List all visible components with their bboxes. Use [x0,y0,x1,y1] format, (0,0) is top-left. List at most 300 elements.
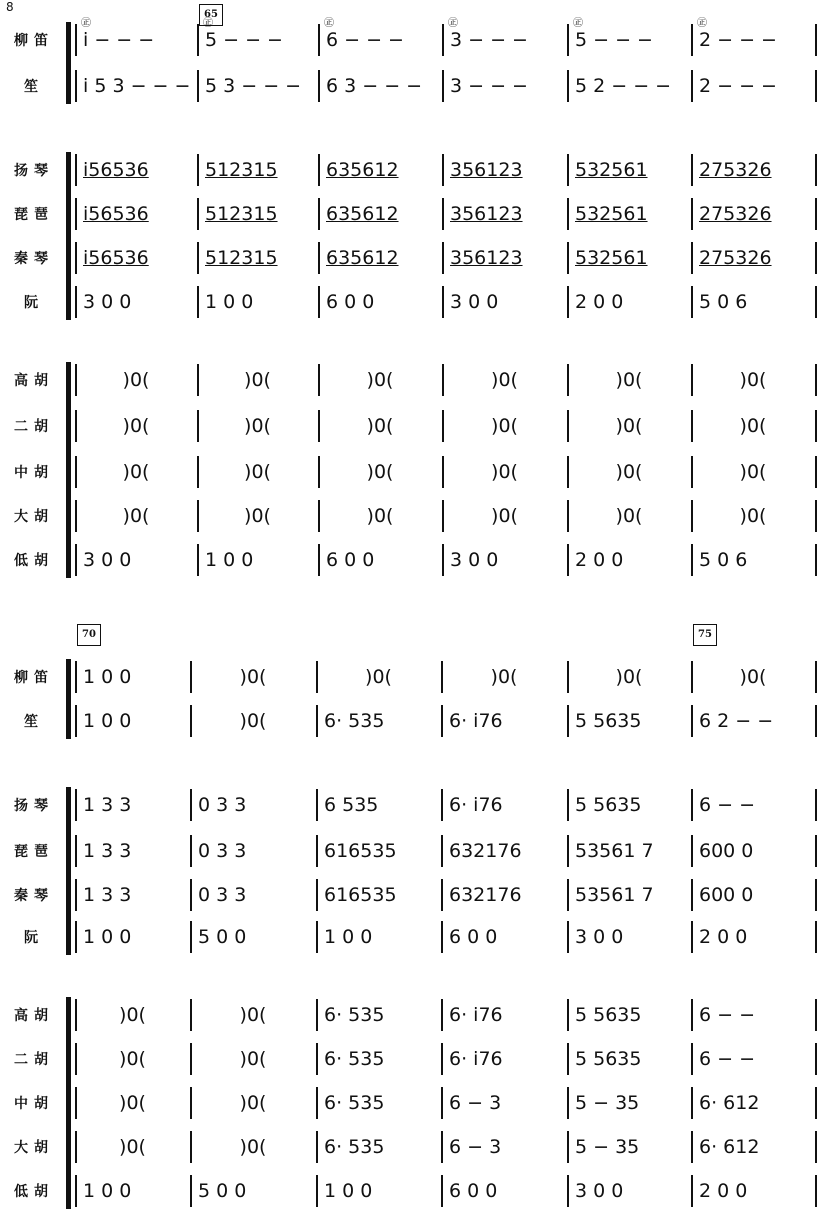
barline [190,661,192,693]
measure-notes: 6 − − [699,1048,756,1070]
measure [316,1125,441,1169]
barline [441,1131,443,1163]
measure-notes: 6 535 [324,794,379,816]
measure-notes: )0( [615,369,643,391]
measure-notes: )0( [491,505,518,527]
measure [316,993,441,1037]
barline [567,198,569,230]
measure [318,236,442,280]
measure [442,236,567,280]
measure-notes: 3 0 0 [450,291,499,313]
measure [567,192,691,236]
measure-notes: 1 0 0 [205,291,254,313]
barline [197,410,199,442]
barline [316,921,318,953]
measure [75,538,197,582]
barline [75,835,77,867]
barline [75,286,77,318]
measure [75,358,197,402]
measure-notes: )0( [739,666,767,688]
barline [442,500,444,532]
instrument-row [0,450,835,494]
measure [567,1169,691,1213]
measure [318,148,442,192]
measure-notes: )0( [119,1048,146,1070]
measure [197,64,318,108]
barline [815,879,817,911]
barline [691,242,693,274]
measure [318,192,442,236]
rehearsal-mark: 75 [693,624,717,646]
measure-notes: 1 0 0 [83,710,132,732]
barline [75,921,77,953]
barline [691,1043,693,1075]
measure [567,404,691,448]
measure-notes: 6· 612 [699,1136,760,1158]
measure-notes: )0( [491,369,518,391]
measure [441,1169,567,1213]
measure-notes: 532561 [575,159,648,181]
measure-notes: 356123 [450,247,523,269]
barline [691,921,693,953]
measure [318,538,442,582]
measure [567,358,691,402]
barline [815,544,817,576]
instrument-row [0,783,835,827]
instrument-label: 琵琶 [14,207,54,223]
measure [442,192,567,236]
barline [75,1175,77,1207]
barline [75,198,77,230]
measure [441,993,567,1037]
measure-notes: 3 0 0 [450,549,499,571]
instrument-label: 二胡 [14,419,54,435]
measure [197,148,318,192]
measure [197,192,318,236]
barline [316,1043,318,1075]
measure [318,494,442,538]
barline [318,364,320,396]
measure-notes: )0( [739,461,767,483]
measure [567,538,691,582]
measure [190,655,316,699]
measure [441,1125,567,1169]
measure-notes: 53561 7 [575,884,654,906]
barline [190,1131,192,1163]
measure-notes: 6 0 0 [326,549,375,571]
barline [197,500,199,532]
barline [318,286,320,318]
measure-notes: i56536 [83,159,149,181]
measure-notes: )0( [490,666,518,688]
measure [691,1037,815,1081]
barline [691,364,693,396]
measure-notes: 5 5635 [575,710,642,732]
barline [197,154,199,186]
measure [316,1037,441,1081]
measure-notes: 1 3 3 [83,840,132,862]
instrument-label: 中胡 [14,1096,54,1112]
barline [316,789,318,821]
measure-notes: )0( [239,1092,267,1114]
barline [815,999,817,1031]
ornament-mark: ㊣ [324,18,334,29]
measure-notes: )0( [122,461,150,483]
measure [75,280,197,324]
measure [75,1169,190,1213]
measure-notes: )0( [244,369,271,391]
ornament-mark: ㊣ [697,18,707,29]
measure [441,655,567,699]
ornament-mark: ㊣ [203,18,213,29]
measure [197,358,318,402]
measure [197,494,318,538]
barline [190,999,192,1031]
measure-notes: 5 0 0 [198,926,247,948]
barline [567,286,569,318]
measure-notes: )0( [239,1048,267,1070]
measure-notes: )0( [366,505,394,527]
barline [567,456,569,488]
instrument-row [0,993,835,1037]
measure-notes: 275326 [699,203,772,225]
measure-notes: 3 0 0 [83,291,132,313]
barline [75,456,77,488]
barline [441,1043,443,1075]
barline [316,999,318,1031]
measure [190,1037,316,1081]
measure [442,18,567,62]
instrument-label: 大胡 [14,1140,54,1156]
measure-notes: 532561 [575,203,648,225]
instrument-row [0,538,835,582]
instrument-label: 笙 [24,79,44,95]
instrument-row [0,236,835,280]
measure-notes: )0( [739,369,767,391]
measure [691,829,815,873]
measure-notes: 632176 [449,840,522,862]
measure [318,64,442,108]
instrument-row [0,280,835,324]
barline [75,500,77,532]
measure [441,783,567,827]
instrument-row [0,494,835,538]
measure [567,655,691,699]
barline [190,879,192,911]
measure-notes: 1 3 3 [83,794,132,816]
barline [567,661,569,693]
barline [567,879,569,911]
measure [190,699,316,743]
measure [190,829,316,873]
measure-notes: 2 0 0 [575,291,624,313]
measure-notes: )0( [119,1004,146,1026]
barline [567,242,569,274]
instrument-row [0,1081,835,1125]
measure [75,829,190,873]
measure-notes: )0( [366,461,394,483]
instrument-row [0,1037,835,1081]
barline [318,70,320,102]
barline [197,286,199,318]
instrument-label: 秦琴 [14,888,54,904]
measure [691,1081,815,1125]
barline [316,1131,318,1163]
instrument-row [0,915,835,959]
measure-notes: 5 0 6 [699,549,748,571]
barline [691,999,693,1031]
instrument-row [0,1169,835,1213]
instrument-row [0,404,835,448]
measure-notes: 6· 535 [324,1004,385,1026]
measure [318,404,442,448]
instrument-row [0,829,835,873]
measure [567,450,691,494]
measure-notes: 2 0 0 [699,926,748,948]
barline [197,544,199,576]
measure-notes: 6 − − [699,794,756,816]
barline [567,544,569,576]
barline [318,24,320,56]
barline [442,286,444,318]
barline [691,789,693,821]
measure [567,280,691,324]
barline [815,410,817,442]
measure-notes: 5 − − − [575,29,653,51]
barline [567,364,569,396]
measure [318,18,442,62]
measure-notes: 6· i76 [449,1048,503,1070]
barline [691,879,693,911]
measure [691,404,815,448]
barline [691,410,693,442]
instrument-label: 阮 [24,295,44,311]
instrument-label: 秦琴 [14,251,54,267]
barline [815,456,817,488]
measure-notes: 2 0 0 [699,1180,748,1202]
measure-notes: 5 5635 [575,1004,642,1026]
measure-notes: 2 − − − [699,75,777,97]
measure [318,358,442,402]
barline [567,70,569,102]
measure [691,538,815,582]
measure-notes: i − − − [83,29,155,51]
measure [316,873,441,917]
measure [316,1169,441,1213]
measure-notes: )0( [615,666,643,688]
instrument-row [0,873,835,917]
barline [691,500,693,532]
measure [75,64,197,108]
measure [567,1125,691,1169]
measure [691,148,815,192]
barline [441,835,443,867]
barline [691,154,693,186]
measure-notes: )0( [239,666,267,688]
instrument-label: 琵琶 [14,844,54,860]
measure [75,450,197,494]
barline [441,999,443,1031]
measure [567,236,691,280]
instrument-row [0,358,835,402]
barline [197,198,199,230]
barline [197,456,199,488]
measure-notes: 512315 [205,247,278,269]
barline [75,24,77,56]
barline [567,1175,569,1207]
measure-notes: )0( [366,415,394,437]
barline [815,24,817,56]
measure [197,404,318,448]
barline [815,198,817,230]
barline [75,410,77,442]
measure-notes: 6· i76 [449,1004,503,1026]
measure [691,64,815,108]
barline [567,1087,569,1119]
barline [316,879,318,911]
measure-notes: 6 2 − − [699,710,774,732]
barline [75,1131,77,1163]
barline [441,661,443,693]
measure-notes: 275326 [699,159,772,181]
barline [318,456,320,488]
measure-notes: 3 0 0 [575,926,624,948]
barline [197,24,199,56]
measure-notes: 6 − − [699,1004,756,1026]
measure [567,1081,691,1125]
measure [75,1125,190,1169]
barline [815,1043,817,1075]
measure-notes: 616535 [324,840,397,862]
measure-notes: 1 0 0 [83,926,132,948]
measure [442,494,567,538]
barline [815,1175,817,1207]
measure-notes: 6· 535 [324,1136,385,1158]
measure-notes: 6· 535 [324,1048,385,1070]
measure-notes: )0( [615,461,643,483]
measure-notes: )0( [491,415,518,437]
measure-notes: 1 0 0 [205,549,254,571]
measure [567,18,691,62]
measure-notes: 6 − 3 [449,1136,502,1158]
barline [318,410,320,442]
barline [442,544,444,576]
measure [75,783,190,827]
measure-notes: i56536 [83,247,149,269]
measure-notes: )0( [122,505,150,527]
measure [442,358,567,402]
measure [442,538,567,582]
measure [567,1037,691,1081]
measure-notes: 5 0 6 [699,291,748,313]
measure [190,1125,316,1169]
instrument-row [0,655,835,699]
instrument-row [0,192,835,236]
measure [567,873,691,917]
measure-notes: 0 3 3 [198,840,247,862]
barline [75,1043,77,1075]
barline [316,705,318,737]
instrument-label: 柳笛 [14,670,54,686]
barline [567,24,569,56]
measure-notes: 356123 [450,203,523,225]
barline [75,1087,77,1119]
instrument-label: 中胡 [14,465,54,481]
barline [316,1087,318,1119]
measure [197,18,318,62]
measure [691,783,815,827]
barline [691,24,693,56]
measure [567,783,691,827]
measure-notes: )0( [366,369,394,391]
barline [316,835,318,867]
measure-notes: 6 0 0 [449,1180,498,1202]
measure-notes: 2 − − − [699,29,777,51]
barline [316,661,318,693]
measure [441,699,567,743]
measure-notes: 5 3 − − − [205,75,302,97]
barline [567,999,569,1031]
measure [190,1169,316,1213]
barline [441,879,443,911]
measure [75,18,197,62]
measure-notes: 6· 535 [324,1092,385,1114]
score-system [0,629,835,1220]
measure-notes: )0( [615,505,643,527]
barline [190,1043,192,1075]
measure [190,915,316,959]
measure [441,873,567,917]
measure [316,915,441,959]
measure [691,1169,815,1213]
measure [567,915,691,959]
measure [691,18,815,62]
measure [441,915,567,959]
barline [75,879,77,911]
barline [441,705,443,737]
instrument-row [0,148,835,192]
measure [567,699,691,743]
measure-notes: )0( [119,1136,146,1158]
measure-notes: 635612 [326,247,399,269]
measure-notes: 6· 535 [324,710,385,732]
barline [190,835,192,867]
ornament-mark: ㊣ [448,18,458,29]
measure-notes: 0 3 3 [198,794,247,816]
barline [442,364,444,396]
measure-notes: 6· i76 [449,794,503,816]
measure [75,148,197,192]
barline [815,789,817,821]
measure-notes: 3 − − − [450,29,528,51]
barline [197,364,199,396]
measure-notes: )0( [239,710,267,732]
barline [815,70,817,102]
measure [567,829,691,873]
measure-notes: 5 5635 [575,1048,642,1070]
measure [197,538,318,582]
barline [815,1087,817,1119]
instrument-label: 笙 [24,714,44,730]
barline [815,1131,817,1163]
measure [316,655,441,699]
measure-notes: 512315 [205,159,278,181]
measure [691,236,815,280]
measure-notes: 6 3 − − − [326,75,423,97]
barline [442,410,444,442]
barline [567,1043,569,1075]
measure [75,915,190,959]
